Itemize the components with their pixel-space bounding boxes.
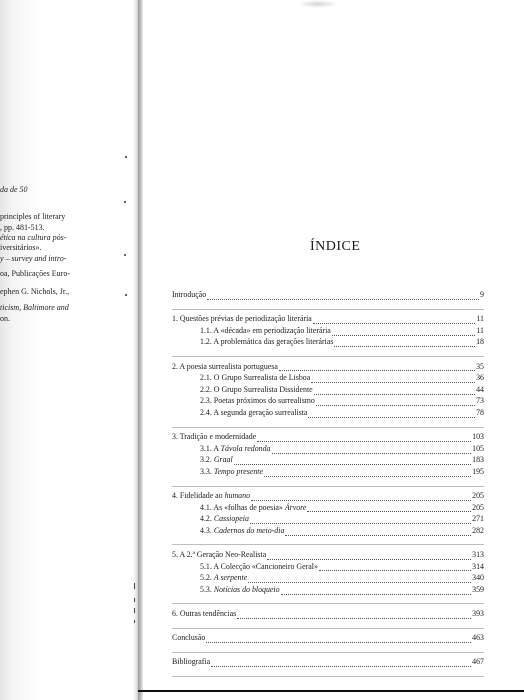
dot-leader — [267, 552, 471, 560]
toc-page-number: 11 — [476, 314, 484, 324]
scan-speck — [125, 156, 127, 158]
left-page-fragment: ephen G. Nichols, Jr., — [0, 287, 70, 296]
toc-subentry — [172, 384, 484, 396]
section-divider — [172, 644, 484, 653]
section-divider — [172, 301, 484, 310]
toc-entry-label — [200, 572, 247, 584]
toc-entry-label — [200, 584, 280, 596]
toc-page-number: 9 — [480, 290, 484, 299]
toc-entry-label — [200, 454, 233, 466]
toc-page-number: 195 — [472, 466, 484, 476]
toc-entry-label-part: Introdução — [172, 290, 207, 299]
toc-entry-label-part: Cassiopeia — [213, 514, 249, 524]
toc-page-number: 11 — [476, 325, 484, 335]
toc-entry-label — [200, 561, 318, 573]
toc-entry-label-part: 4.3. — [200, 525, 214, 535]
toc-entry-label-part: 2.3. Poetas próximos do surrealismo — [200, 396, 315, 406]
toc-entry-label — [172, 632, 205, 644]
toc-entry-label — [172, 289, 206, 301]
toc-entry-label-part: 4. Fidelidade ao — [172, 491, 225, 501]
toc-entry-label-part: 2.1. O Grupo Surrealista de Lisboa — [200, 373, 311, 383]
toc-entry-label-part: A serpente — [213, 573, 248, 583]
toc-entry-label-part: 1.1. A «década» em periodização literária — [200, 325, 331, 335]
table-of-contents — [172, 289, 484, 681]
dot-leader — [211, 659, 471, 667]
toc-entry-label-part: 3. Tradição e modernidade — [172, 432, 257, 442]
scan-speck — [124, 201, 126, 203]
dot-leader — [248, 575, 471, 583]
dot-leader — [308, 410, 475, 418]
section-divider — [172, 348, 484, 357]
section-divider — [172, 478, 484, 487]
toc-entry-label-part: 2. A poesia surrealista portuguesa — [172, 361, 278, 371]
book-gutter — [133, 0, 143, 700]
toc-entry — [172, 289, 484, 301]
left-page-fragment: y – survey and intro- — [0, 254, 67, 263]
toc-subentry — [172, 407, 484, 419]
toc-subentry — [172, 584, 484, 596]
toc-entry — [172, 608, 484, 620]
toc-page-number: 36 — [476, 373, 484, 383]
toc-page-number: 205 — [472, 491, 484, 501]
toc-entry-label-part: Conclusão — [172, 633, 206, 643]
toc-entry-label-part: 4.2. — [200, 514, 214, 524]
toc-page-number: 44 — [476, 384, 484, 394]
toc-entry-label — [172, 361, 278, 373]
dot-leader — [319, 563, 471, 571]
toc-entry-label — [200, 513, 249, 525]
toc-entry-label — [172, 608, 236, 620]
toc-entry-label — [172, 313, 312, 325]
dot-leader — [206, 635, 471, 643]
spine-mark — [134, 583, 135, 589]
left-page — [0, 0, 140, 700]
left-page-fragment: ticism, Baltimore and — [0, 303, 69, 312]
toc-page-number: 467 — [472, 657, 484, 667]
left-page-fragment: , pp. 481-513. — [0, 223, 45, 232]
dot-leader — [316, 398, 475, 406]
toc-entry-label-part: 1.2. A problemática das gerações literárias — [200, 337, 334, 347]
toc-entry-label-part: 5.2. — [200, 573, 214, 583]
toc-page-number: 314 — [472, 561, 484, 571]
section-divider — [172, 668, 484, 677]
toc-entry-label-part: 1. Questões prévias de periodização literária — [172, 314, 312, 324]
spine-mark — [134, 620, 135, 623]
toc-entry-label — [200, 525, 284, 537]
toc-subentry — [172, 513, 484, 525]
toc-page-number: 73 — [476, 396, 484, 406]
scan-speck — [124, 254, 126, 256]
section-divider — [172, 419, 484, 428]
toc-entry-label-part: 6. Outras tendências — [172, 609, 237, 619]
left-page-fragment: on. — [0, 314, 10, 323]
toc-entry-label-part: Tempo presente — [213, 466, 263, 476]
scan-smudge — [298, 0, 338, 8]
toc-subentry — [172, 325, 484, 337]
toc-entry-label-part: 2.2. O Grupo Surrealista Dissidente — [200, 384, 313, 394]
toc-entry-label — [200, 502, 306, 514]
toc-entry — [172, 656, 484, 668]
toc-entry-label-part: 4.1. As «folhas de poesia» — [200, 502, 285, 512]
toc-entry — [172, 490, 484, 502]
toc-entry-label-part: Cadernos do meio-dia — [213, 525, 285, 535]
toc-entry-label-part: 2.4. A segunda geração surrealista — [200, 407, 308, 417]
toc-entry-label — [200, 384, 313, 396]
dot-leader — [281, 587, 472, 595]
toc-subentry — [172, 502, 484, 514]
dot-leader — [285, 528, 471, 536]
toc-subentry — [172, 395, 484, 407]
toc-entry-label — [200, 325, 331, 337]
section-divider — [172, 536, 484, 545]
left-page-fragment: principles of literary — [0, 212, 66, 221]
toc-page-number: 183 — [472, 455, 484, 465]
left-page-fragment: ética na cultura pós- — [0, 233, 67, 242]
spine-mark — [134, 598, 135, 602]
toc-subentry — [172, 561, 484, 573]
toc-subentry — [172, 466, 484, 478]
toc-subentry — [172, 454, 484, 466]
toc-entry — [172, 361, 484, 373]
dot-leader — [237, 611, 471, 619]
dot-leader — [264, 469, 471, 477]
toc-entry-label — [200, 443, 271, 455]
toc-entry-label — [200, 372, 310, 384]
toc-page-number: 359 — [472, 584, 484, 594]
toc-entry — [172, 549, 484, 561]
toc-page-number: 393 — [472, 609, 484, 619]
toc-entry-label-part: 5.1. A Colecção «Cancioneiro Geral» — [200, 561, 318, 571]
page-title: ÍNDICE — [310, 239, 361, 255]
dot-leader — [307, 504, 471, 512]
toc-entry-label — [172, 490, 250, 502]
dot-leader — [257, 434, 471, 442]
section-divider — [172, 595, 484, 604]
toc-entry-label-part: 3.2. — [200, 455, 214, 465]
toc-entry-label-part: humano — [224, 491, 251, 501]
toc-entry-label — [172, 549, 266, 561]
toc-entry-label-part: Távola redonda — [220, 443, 271, 453]
page-bottom-edge — [138, 690, 524, 692]
toc-entry-label-part: 5.3. — [200, 584, 214, 594]
toc-page-number: 103 — [472, 432, 484, 442]
toc-entry-label-part: 3.1. A — [200, 443, 221, 453]
scan-speck — [125, 294, 127, 296]
toc-entry — [172, 431, 484, 443]
toc-page-number: 205 — [472, 502, 484, 512]
left-page-fragment: iversitários». — [0, 243, 42, 252]
toc-page-number: 271 — [472, 514, 484, 524]
toc-page-number: 313 — [472, 550, 484, 560]
dot-leader — [272, 446, 472, 454]
toc-page-number: 78 — [476, 407, 484, 417]
toc-entry-label-part: Bibliografia — [172, 657, 211, 667]
toc-page-number: 340 — [472, 573, 484, 583]
toc-entry-label — [172, 656, 210, 668]
dot-leader — [332, 328, 476, 336]
dot-leader — [234, 457, 471, 465]
toc-entry-label — [200, 336, 333, 348]
section-divider — [172, 620, 484, 629]
toc-entry-label-part: Graal — [213, 455, 233, 465]
toc-entry-label — [172, 431, 256, 443]
toc-entry — [172, 313, 484, 325]
toc-page-number: 105 — [472, 443, 484, 453]
toc-subentry — [172, 336, 484, 348]
toc-page-number: 463 — [472, 633, 484, 643]
toc-subentry — [172, 443, 484, 455]
toc-entry-label — [200, 407, 307, 419]
toc-entry-label-part: Notícias do bloqueio — [213, 584, 280, 594]
dot-leader — [251, 493, 471, 501]
toc-page-number: 18 — [476, 337, 484, 347]
toc-page-number: 282 — [472, 525, 484, 535]
dot-leader — [334, 339, 475, 347]
toc-subentry — [172, 572, 484, 584]
toc-entry-label-part: Árvore — [284, 502, 307, 512]
toc-subentry — [172, 372, 484, 384]
left-page-fragment: oa, Publicações Euro- — [0, 269, 70, 278]
toc-entry-label-part: 5. A 2.ª Geração Neo-Realista — [172, 550, 267, 560]
dot-leader — [314, 387, 475, 395]
dot-leader — [250, 516, 471, 524]
toc-entry — [172, 632, 484, 644]
toc-subentry — [172, 525, 484, 537]
toc-entry-label-part: 3.3. — [200, 466, 214, 476]
toc-entry-label — [200, 466, 263, 478]
spine-mark — [134, 608, 135, 613]
toc-entry-label — [200, 395, 315, 407]
dot-leader — [279, 363, 475, 371]
left-page-fragment: da de 50 — [0, 185, 28, 194]
dot-leader — [207, 292, 479, 300]
toc-page-number: 35 — [476, 361, 484, 371]
dot-leader — [313, 316, 476, 324]
dot-leader — [311, 375, 475, 383]
